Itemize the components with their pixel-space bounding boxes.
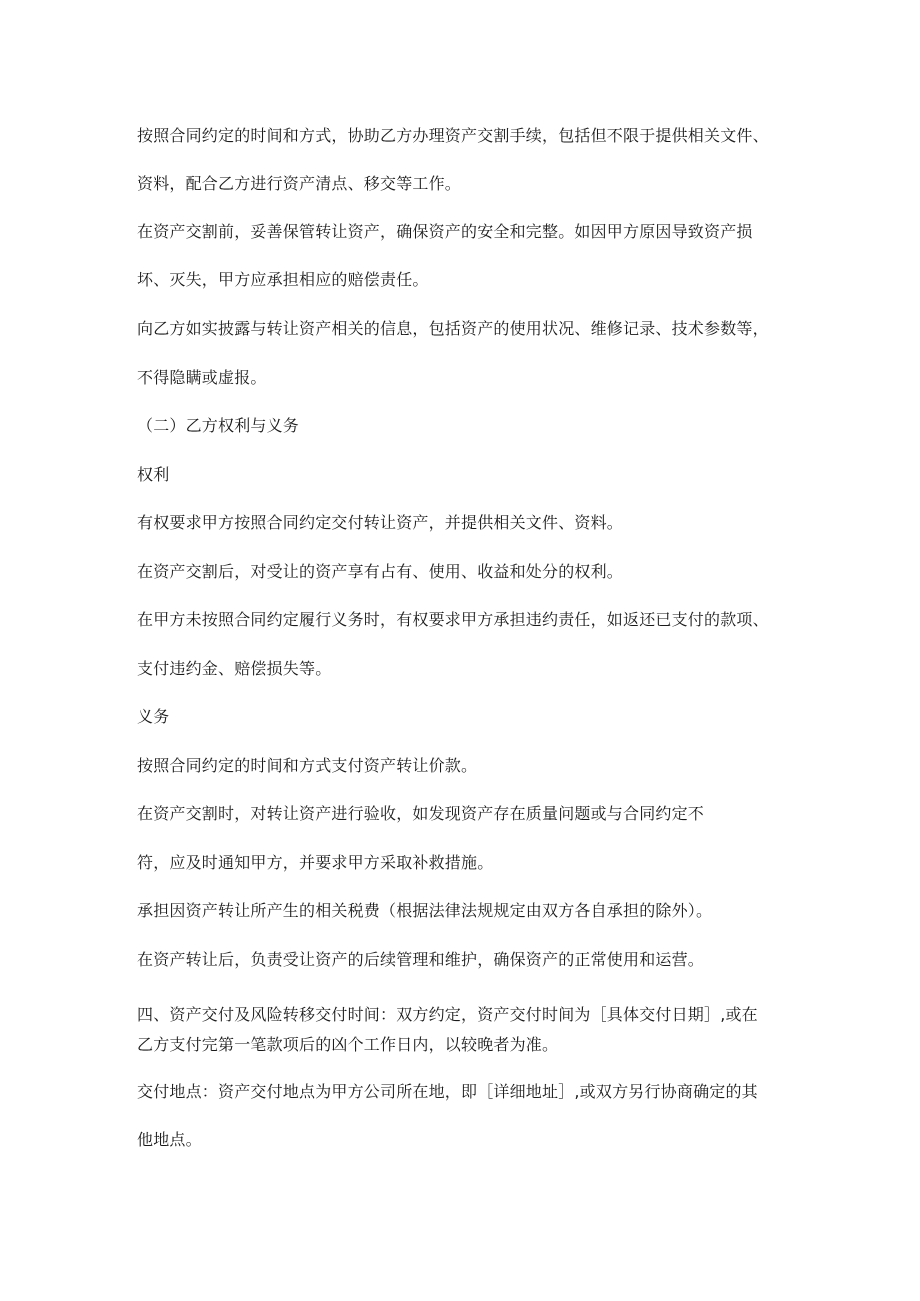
paragraph-line: 有权要求甲方按照合同约定交付转让资产，并提供相关文件、资料。 (137, 513, 624, 532)
subheading-obligations: 义务 (137, 707, 170, 726)
paragraph-line: 按照合同约定的时间和方式，协助乙方办理资产交割手续，包括但不限于提供相关文件、 (137, 126, 769, 145)
paragraph-line: 在甲方未按照合同约定履行义务时，有权要求甲方承担违约责任，如返还已支付的款项、 (137, 610, 769, 629)
subheading-rights: 权利 (137, 465, 170, 484)
paragraph-line: 按照合同约定的时间和方式支付资产转让价款。 (137, 756, 478, 775)
paragraph-line: 交付地点：资产交付地点为甲方公司所在地，即［详细地址］,或双方另行协商确定的其 (137, 1082, 758, 1101)
paragraph-line: 承担因资产转让所产生的相关税费（根据法律法规规定由双方各自承担的除外）。 (137, 901, 713, 920)
paragraph-line: 四、资产交付及风险转移交付时间：双方约定，资产交付时间为［具体交付日期］,或在 (137, 1005, 758, 1024)
paragraph-line: 支付违约金、赔偿损失等。 (137, 659, 332, 678)
paragraph-line: 符，应及时通知甲方，并要求甲方采取补救措施。 (137, 853, 494, 872)
paragraph-line: 乙方支付完第一笔款项后的凶个工作日内，以较晚者为准。 (137, 1035, 559, 1054)
paragraph-line: 向乙方如实披露与转让资产相关的信息，包括资产的使用状况、维修记录、技术参数等， (137, 319, 769, 338)
paragraph-line: 不得隐瞒或虚报。 (137, 368, 267, 387)
paragraph-line: 在资产转让后，负责受让资产的后续管理和维护，确保资产的正常使用和运营。 (137, 950, 705, 969)
paragraph-line: 他地点。 (137, 1130, 202, 1149)
paragraph-line: 坏、灭失，甲方应承担相应的赔偿责任。 (137, 270, 429, 289)
section-heading: （二）乙方权利与义务 (137, 416, 300, 435)
paragraph-line: 在资产交割时，对转让资产进行验收，如发现资产存在质量问题或与合同约定不 (137, 804, 705, 823)
paragraph-line: 资料，配合乙方进行资产清点、移交等工作。 (137, 174, 462, 193)
paragraph-line: 在资产交割后，对受让的资产享有占有、使用、收益和处分的权利。 (137, 562, 624, 581)
paragraph-line: 在资产交割前，妥善保管转让资产，确保资产的安全和完整。如因甲方原因导致资产损 (137, 222, 753, 241)
